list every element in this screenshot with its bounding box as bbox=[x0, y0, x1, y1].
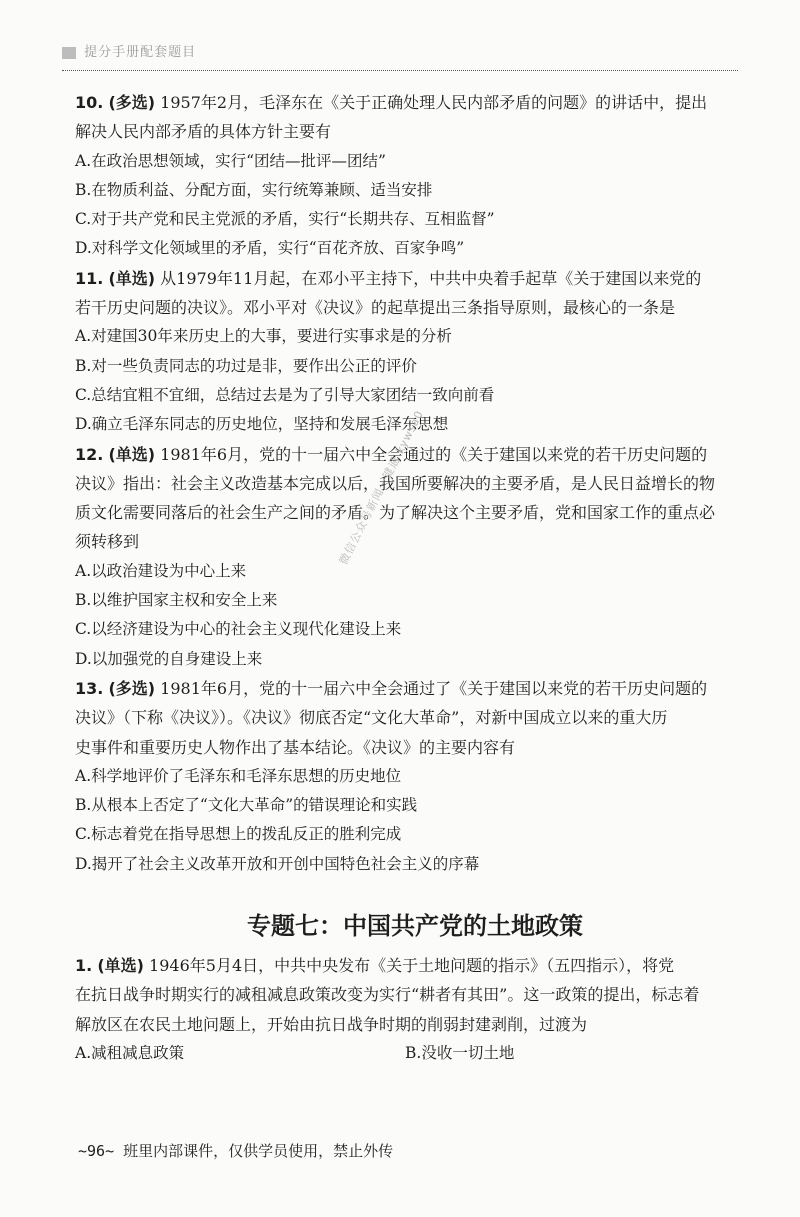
option-b: B.以维护国家主权和安全上来 bbox=[75, 591, 278, 610]
header-text: 提分手册配套题目 bbox=[84, 45, 197, 60]
question-number: 11. bbox=[75, 268, 104, 288]
page-header bbox=[62, 40, 738, 71]
option-b: B.从根本上否定了“文化大革命”的错误理论和实践 bbox=[75, 796, 418, 815]
question-stem: 从1979年11月起，在邓小平主持下，中共中央着手起草《关于建国以来党的 bbox=[160, 268, 702, 288]
option-d: D.以加强党的自身建设上来 bbox=[75, 649, 263, 668]
question-13 bbox=[75, 674, 735, 879]
question-stem: 1981年6月，党的十一届六中全会通过的《关于建国以来党的若干历史问题的 bbox=[160, 444, 708, 464]
question-stem: 决议》指出：社会主义改造基本完成以后，我国所要解决的主要矛盾，是人民日益增长的物 bbox=[75, 473, 716, 493]
question-stem: 在抗日战争时期实行的减租减息政策改变为实行“耕者有其田”。这一政策的提出，标志着 bbox=[75, 985, 700, 1005]
section-title: 专题七：中国共产党的土地政策 bbox=[247, 912, 583, 941]
watermark: 微信公众号新闻一键通 kywsa0 bbox=[336, 408, 427, 567]
question-stem: 史事件和重要历史人物作出了基本结论。《决议》的主要内容有 bbox=[75, 737, 516, 757]
question-stem: 解决人民内部矛盾的具体方针主要有 bbox=[75, 122, 332, 142]
question-type: (多选) bbox=[108, 678, 156, 698]
question-stem: 1981年6月，党的十一届六中全会通过了《关于建国以来党的若干历史问题的 bbox=[160, 678, 708, 698]
page-footer: ~96~ 班里内部课件，仅供学员使用，禁止外传 bbox=[78, 1142, 394, 1160]
question-stem: 须转移到 bbox=[75, 532, 140, 552]
question-10 bbox=[75, 88, 735, 264]
option-a: A.科学地评价了毛泽东和毛泽东思想的历史地位 bbox=[75, 766, 402, 785]
option-c: C.标志着党在指导思想上的拨乱反正的胜利完成 bbox=[75, 825, 402, 844]
option-a: A.对建国30年来历史上的大事，要进行实事求是的分析 bbox=[75, 327, 452, 346]
question-number: 10. bbox=[75, 93, 104, 112]
option-d: D.揭开了社会主义改革开放和开创中国特色社会主义的序幕 bbox=[75, 854, 480, 873]
question-stem: 1957年2月，毛泽东在《关于正确处理人民内部矛盾的问题》的讲话中，提出 bbox=[160, 93, 708, 112]
option-c: C.以经济建设为中心的社会主义现代化建设上来 bbox=[75, 620, 402, 639]
question-stem: 质文化需要同落后的社会生产之间的矛盾。为了解决这个主要矛盾，党和国家工作的重点必 bbox=[75, 503, 716, 523]
option-b: B.对一些负责同志的功过是非，要作出公正的评价 bbox=[75, 356, 417, 375]
question-stem: 1946年5月4日，中共中央发布《关于土地问题的指示》（五四指示），将党 bbox=[149, 956, 675, 976]
option-b: B.在物质利益、分配方面，实行统筹兼顾、适当安排 bbox=[75, 180, 433, 199]
option-row bbox=[75, 1039, 735, 1068]
option-a: A.在政治思想领域，实行“团结—批评—团结” bbox=[75, 151, 386, 170]
option-a: A.以政治建设为中心上来 bbox=[75, 561, 247, 580]
option-b: B.没收一切土地 bbox=[405, 1043, 515, 1062]
question-stem: 若干历史问题的决议》。邓小平对《决议》的起草提出三条指导原则，最核心的一条是 bbox=[75, 298, 676, 318]
question-type: (单选) bbox=[97, 956, 144, 976]
question-stem: 解放区在农民土地问题上，开始由抗日战争时期的削弱封建剥削，过渡为 bbox=[75, 1014, 588, 1034]
publisher-logo-icon bbox=[62, 47, 76, 59]
question-12 bbox=[75, 440, 735, 674]
question-11 bbox=[75, 264, 735, 440]
option-d: D.确立毛泽东同志的历史地位，坚持和发展毛泽东思想 bbox=[75, 415, 449, 434]
option-c: C.对于共产党和民主党派的矛盾，实行“长期共存、互相监督” bbox=[75, 210, 495, 229]
question-number: 12. bbox=[75, 444, 104, 464]
question-number: 13. bbox=[75, 678, 104, 698]
page-content bbox=[75, 88, 735, 1068]
section-question-1 bbox=[75, 951, 735, 1068]
question-type: (单选) bbox=[108, 444, 156, 464]
question-type: (单选) bbox=[108, 268, 156, 288]
question-number: 1. bbox=[75, 956, 93, 976]
option-c: C.总结宜粗不宜细，总结过去是为了引导大家团结一致向前看 bbox=[75, 385, 495, 404]
question-stem: 决议》（下称《决议》）。《决议》彻底否定“文化大革命”，对新中国成立以来的重大历 bbox=[75, 708, 668, 728]
option-a: A.减租减息政策 bbox=[75, 1043, 185, 1062]
question-type: (多选) bbox=[108, 93, 156, 112]
option-d: D.对科学文化领域里的矛盾，实行“百花齐放、百家争鸣” bbox=[75, 239, 465, 258]
